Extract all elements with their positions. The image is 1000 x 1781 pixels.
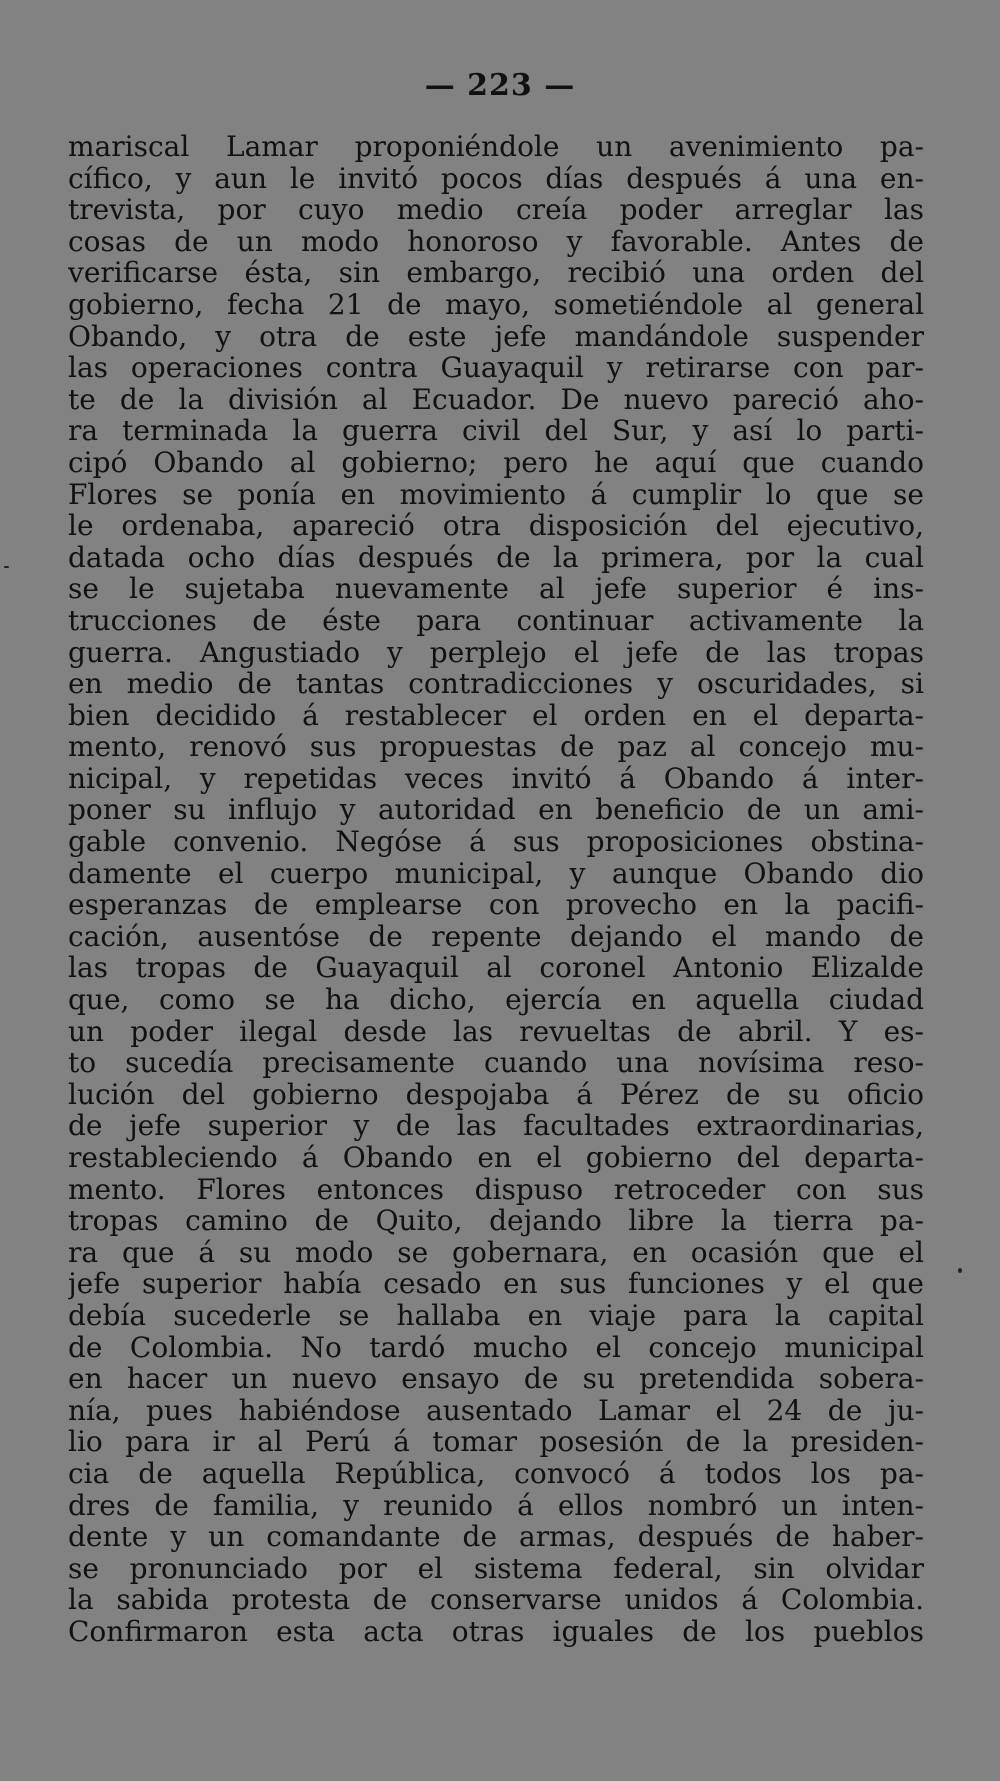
text-line: las operaciones contra Guayaquil y retirarse con par- <box>68 352 924 384</box>
page-number: — 223 — <box>424 68 576 103</box>
text-line: mariscal Lamar proponiéndole un avenimiento pa- <box>68 131 924 163</box>
text-line: restableciendo á Obando en el gobierno del departa- <box>68 1142 924 1174</box>
text-line: ra que á su modo se gobernara, en ocasión que el <box>68 1236 924 1269</box>
text-line: cia de aquella República, convocó á todos los pa- <box>68 1457 924 1490</box>
ink-speck <box>4 566 9 568</box>
text-line: gobierno, fecha 21 de mayo, sometiéndole al general <box>68 288 924 321</box>
text-line: las tropas de Guayaquil al coronel Antonio Elizalde <box>68 952 924 985</box>
text-line: nía, pues habiéndose ausentado Lamar el 24 de ju- <box>68 1394 924 1427</box>
text-line: lución del gobierno despojaba á Pérez de su oficio <box>68 1078 924 1111</box>
text-line: dente y un comandante de armas, después de haber- <box>68 1521 924 1553</box>
text-line: debía sucederle se hallaba en viaje para la capital <box>68 1299 924 1332</box>
text-line: trevista, por cuyo medio creía poder arreglar las <box>68 194 924 226</box>
text-line: trucciones de éste para continuar activamente la <box>68 604 924 637</box>
text-line: la sabida protesta de conservarse unidos á Colombia. <box>68 1584 924 1616</box>
text-line: Confirmaron esta acta otras iguales de los pueblos <box>68 1615 924 1648</box>
text-line: cosas de un modo honoroso y favorable. Antes de <box>68 225 924 258</box>
text-line: datada ocho días después de la primera, por la cual <box>68 541 924 574</box>
text-line: to sucedía precisamente cuando una novísima reso- <box>68 1047 924 1079</box>
text-line: cación, ausentóse de repente dejando el mando de <box>68 920 924 953</box>
text-line: se pronunciado por el sistema federal, sin olvidar <box>68 1552 924 1585</box>
text-line: jefe superior había cesado en sus funciones y el que <box>68 1268 924 1300</box>
text-line: de jefe superior y de las facultades extraordinarias, <box>68 1110 924 1142</box>
text-line: le ordenaba, apareció otra disposición del ejecutivo, <box>68 510 924 542</box>
text-line: damente el cuerpo municipal, y aunque Obando dio <box>68 857 924 890</box>
text-line: guerra. Angustiado y perplejo el jefe de las tropas <box>68 636 924 669</box>
text-line: dres de familia, y reunido á ellos nombró un inten- <box>68 1489 924 1522</box>
text-line: verificarse ésta, sin embargo, recibió una orden del <box>68 257 924 289</box>
text-line: bien decidido á restablecer el orden en el departa- <box>68 699 924 732</box>
ink-speck <box>958 1268 962 1273</box>
text-line: lio para ir al Perú á tomar posesión de la presiden- <box>68 1426 924 1458</box>
text-line: gable convenio. Negóse á sus proposiciones obstina- <box>68 826 924 858</box>
text-line: poner su influjo y autoridad en beneficio de un ami- <box>68 794 924 827</box>
text-line: esperanzas de emplearse con provecho en la pacifi- <box>68 889 924 921</box>
text-line: cífico, y aun le invitó pocos días después á una en- <box>68 162 924 195</box>
text-line: de Colombia. No tardó mucho el concejo municipal <box>68 1331 924 1364</box>
text-line: un poder ilegal desde las revueltas de abril. Y es- <box>68 1015 924 1048</box>
text-line: que, como se ha dicho, ejercía en aquella ciudad <box>68 984 924 1016</box>
text-line: Flores se ponía en movimiento á cumplir lo que se <box>68 478 924 511</box>
body-text <box>68 131 924 1648</box>
text-line: en medio de tantas contradicciones y oscuridades, si <box>68 668 924 700</box>
text-line: cipó Obando al gobierno; pero he aquí que cuando <box>68 446 924 479</box>
text-line: Obando, y otra de este jefe mandándole suspender <box>68 320 924 353</box>
text-line: te de la división al Ecuador. De nuevo pareció aho- <box>68 383 924 416</box>
text-line: en hacer un nuevo ensayo de su pretendida sobera- <box>68 1363 924 1395</box>
text-line: se le sujetaba nuevamente al jefe superior é ins- <box>68 573 924 605</box>
text-line: mento, renovó sus propuestas de paz al concejo mu- <box>68 731 924 763</box>
text-line: ra terminada la guerra civil del Sur, y así lo parti- <box>68 415 924 447</box>
text-line: mento. Flores entonces dispuso retroceder con sus <box>68 1173 924 1206</box>
text-line: tropas camino de Quito, dejando libre la tierra pa- <box>68 1205 924 1237</box>
text-line: nicipal, y repetidas veces invitó á Obando á inter- <box>68 762 924 795</box>
